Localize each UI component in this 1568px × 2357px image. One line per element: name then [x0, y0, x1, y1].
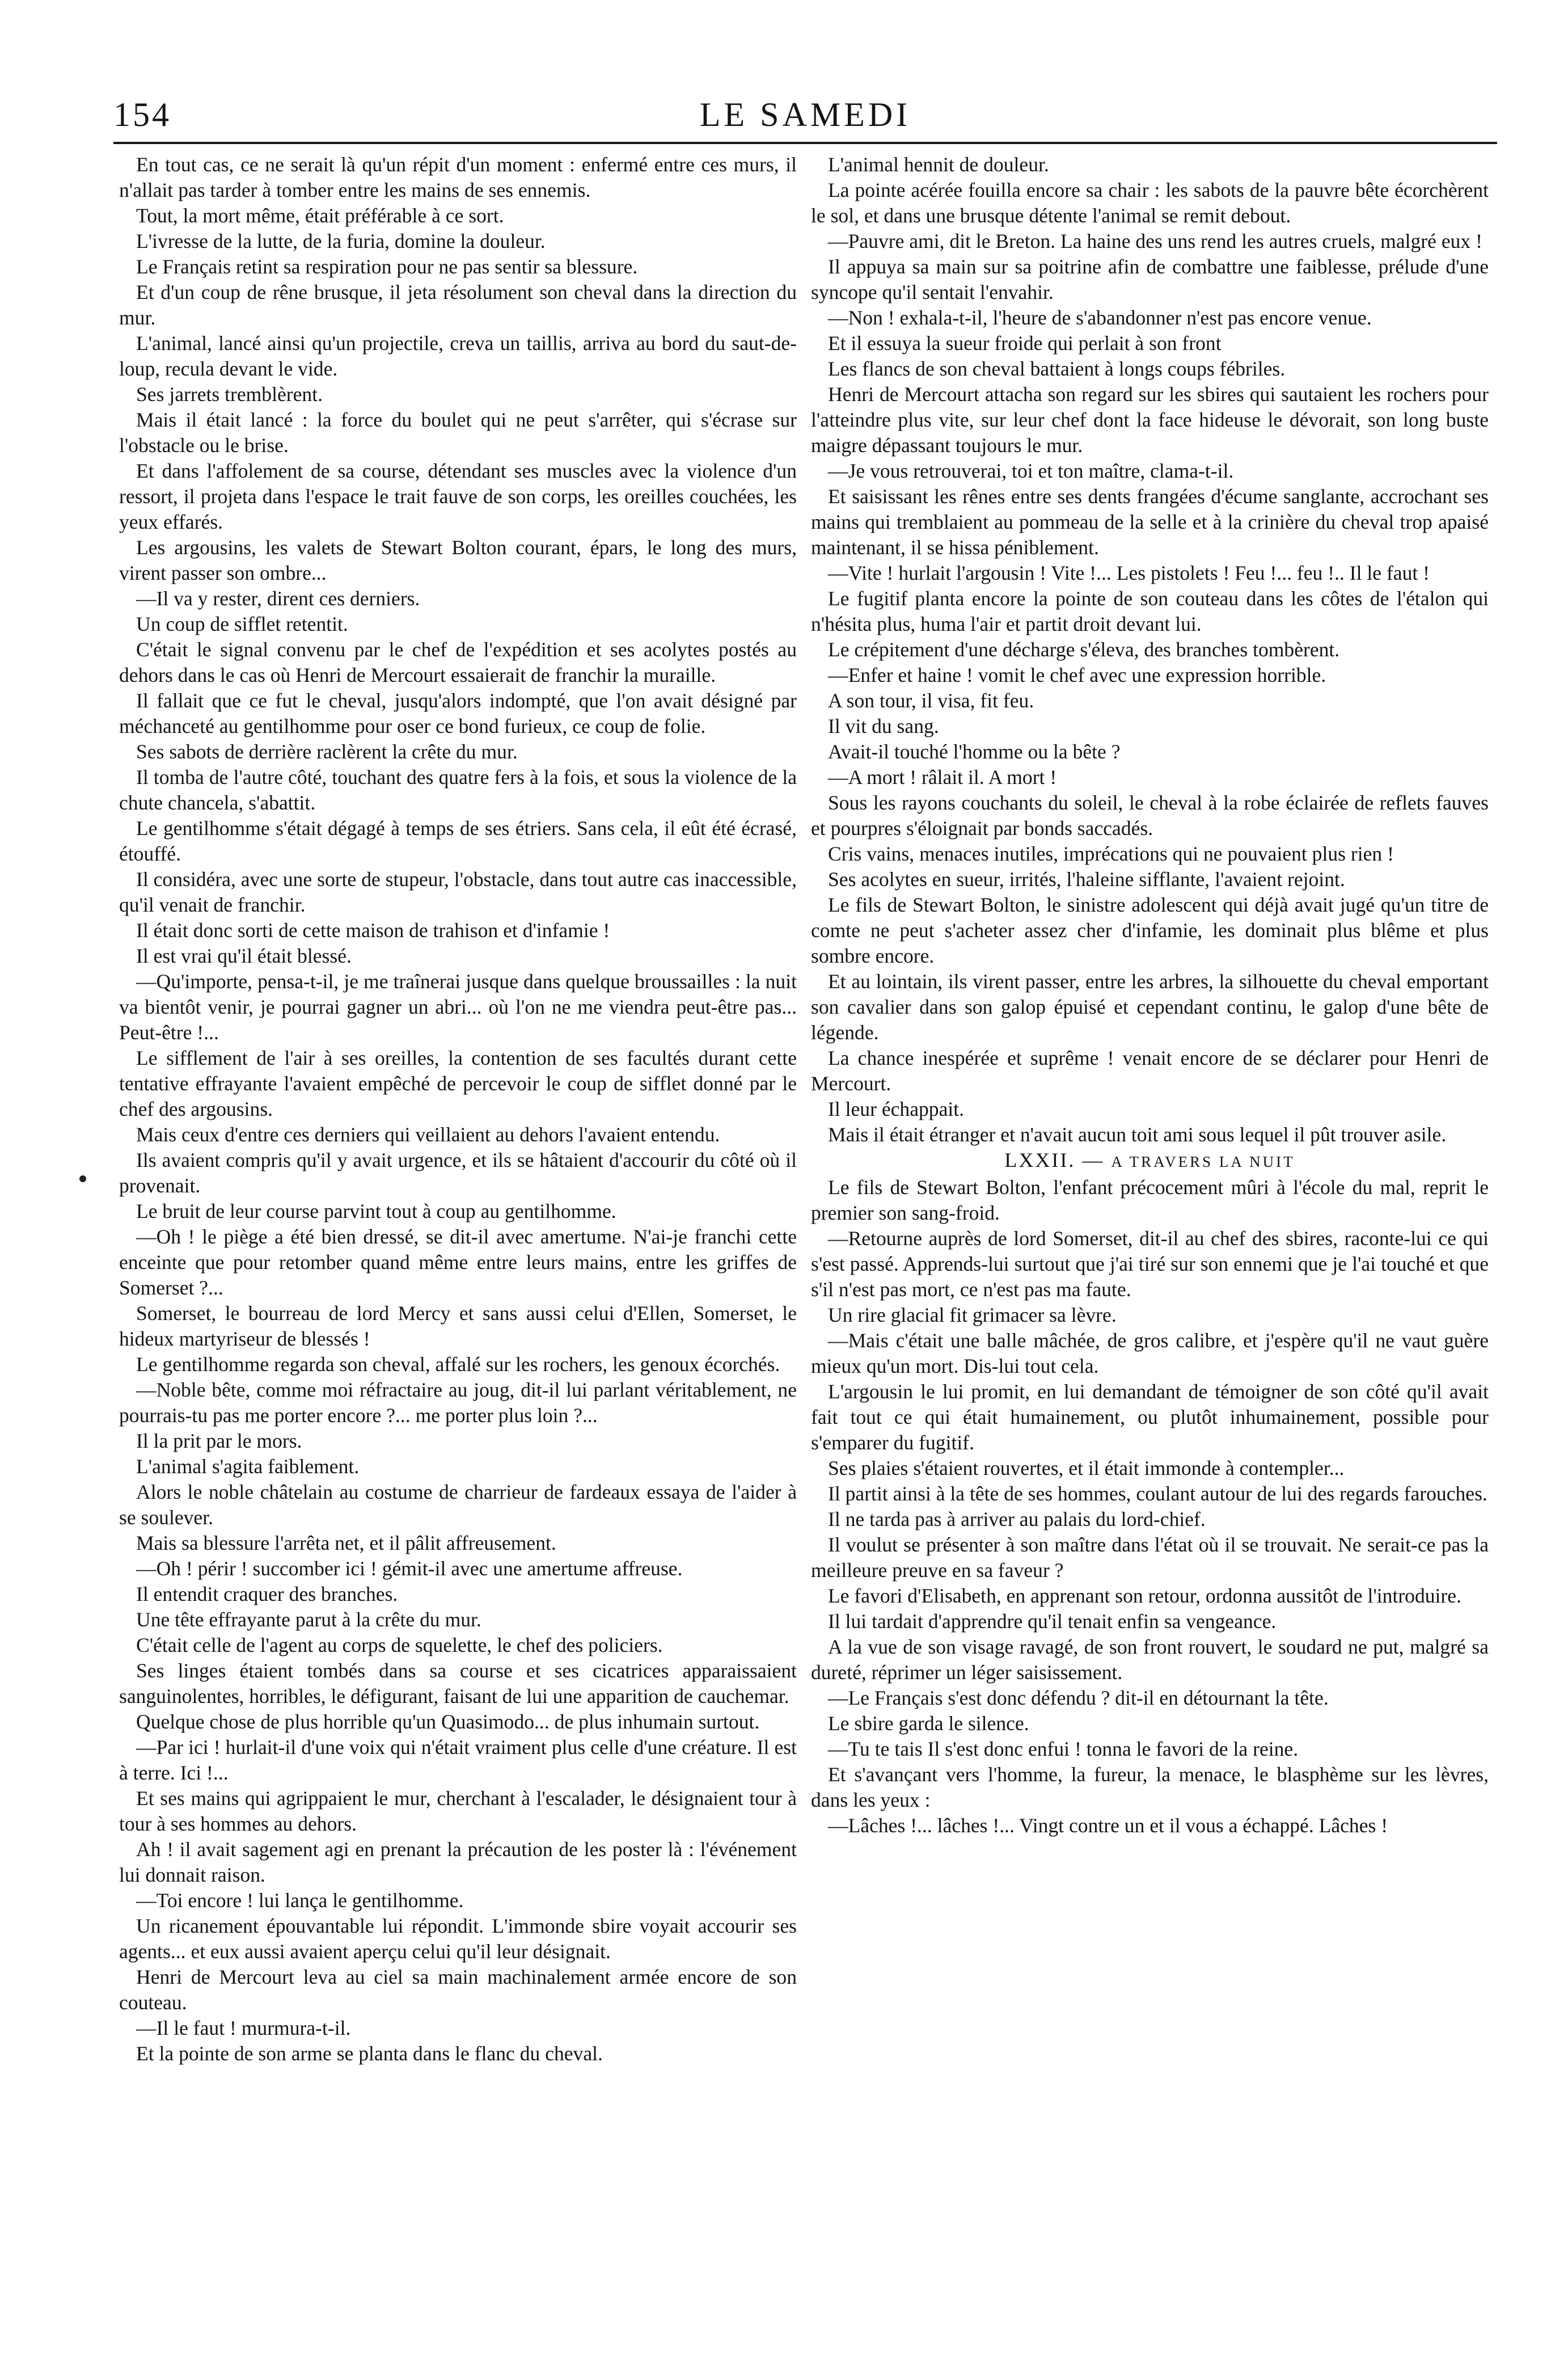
paragraph: Il considéra, avec une sorte de stupeur, l'obstacle, dans tout autre cas inaccessible, qu'il venait de franchir.	[119, 868, 797, 916]
paragraph: —Il le faut ! murmura-t-il.	[136, 2017, 351, 2039]
paragraph: Mais ceux d'entre ces derniers qui veillaient au dehors l'avaient entendu.	[136, 1123, 720, 1146]
paragraph: Il tomba de l'autre côté, touchant des quatre fers à la fois, et sous la violence de la chute chancela, s'abattit.	[119, 766, 797, 814]
page-number: 154	[113, 96, 171, 133]
paragraph: Les argousins, les valets de Stewart Bolton courant, épars, le long des murs, virent passer son ombre...	[119, 536, 797, 584]
paragraph: Et la pointe de son arme se planta dans le flanc du cheval.	[136, 2042, 603, 2065]
paragraph: Le Français retint sa respiration pour ne pas sentir sa blessure.	[136, 255, 638, 278]
paragraph: Ils avaient compris qu'il y avait urgence, et ils se hâtaient d'accourir du côté où il provenait.	[119, 1149, 797, 1197]
right-column	[811, 152, 1489, 2296]
paragraph: Somerset, le bourreau de lord Mercy et sans aussi celui d'Ellen, Somerset, le hideux martyriseur de blessés !	[119, 1302, 797, 1350]
paragraph: —Retourne auprès de lord Somerset, dit-il au chef des sbires, raconte-lui ce qui s'est passé. Apprends-lui surtout que j'ai tiré sur son ennemi que je l'ai touché et que s'il n'est pas mort, ce n'est pas ma faute.	[811, 1227, 1489, 1301]
paragraph: Le gentilhomme s'était dégagé à temps de ses étriers. Sans cela, il eût été écrasé, étouffé.	[119, 817, 797, 865]
paragraph: La chance inespérée et suprême ! venait encore de se déclarer pour Henri de Mercourt.	[811, 1047, 1489, 1095]
paragraph: Le crépitement d'une décharge s'éleva, des branches tombèrent.	[828, 638, 1340, 661]
paragraph: A la vue de son visage ravagé, de son front rouvert, le soudard ne put, malgré sa dureté, réprimer un léger saisissement.	[811, 1635, 1489, 1684]
paragraph: Le sbire garda le silence.	[828, 1712, 1029, 1735]
paragraph: Il la prit par le mors.	[136, 1430, 302, 1452]
paragraph: Et dans l'affolement de sa course, détendant ses muscles avec la violence d'un ressort, il projeta dans l'espace le trait fauve de son corps, les oreilles couchées, les yeux effarés.	[119, 459, 797, 533]
paragraph: Henri de Mercourt attacha son regard sur les sbires qui sautaient les rochers pour l'atteindre plus vite, sur leur chef dont la face hideuse le dévorait, son long buste maigre dépassant toujours le mur.	[811, 383, 1489, 457]
paragraph: —Par ici ! hurlait-il d'une voix qui n'était vraiment plus celle d'une créature. Il est à terre. Ici !...	[119, 1736, 797, 1784]
paragraph: Mais il était lancé : la force du boulet qui ne peut s'arrêter, qui s'écrase sur l'obstacle ou le brise.	[119, 408, 797, 457]
paragraph: Il voulut se présenter à son maître dans l'état où il se trouvait. Ne serait-ce pas la meilleure preuve en sa faveur ?	[811, 1533, 1489, 1582]
paragraph: Il lui tardait d'apprendre qu'il tenait enfin sa vengeance.	[828, 1610, 1277, 1633]
paragraph: Une tête effrayante parut à la crête du mur.	[136, 1608, 481, 1631]
paragraph: Il appuya sa main sur sa poitrine afin de combattre une faiblesse, prélude d'une syncope qu'il sentait l'envahir.	[811, 255, 1489, 303]
paragraph: Mais sa blessure l'arrêta net, et il pâlit affreusement.	[136, 1532, 556, 1554]
paragraph: L'argousin le lui promit, en lui demandant de témoigner de son côté qu'il avait fait tout ce qui était humainement, ou plutôt inhumainement, possible pour s'emparer du fugitif.	[811, 1380, 1489, 1454]
paragraph: Sous les rayons couchants du soleil, le cheval à la robe éclairée de reflets fauves et pourpres s'éloignait par bonds saccadés.	[811, 791, 1489, 840]
paragraph: Le bruit de leur course parvint tout à coup au gentilhomme.	[136, 1200, 616, 1222]
paragraph: Un coup de sifflet retentit.	[136, 613, 348, 635]
paragraph: Il fallait que ce fut le cheval, jusqu'alors indompté, que l'on avait désigné par méchanceté au gentilhomme pour oser ce bond furieux, ce coup de folie.	[119, 689, 797, 737]
paragraph: Henri de Mercourt leva au ciel sa main machinalement armée encore de son couteau.	[119, 1966, 797, 2014]
paragraph: —Non ! exhala-t-il, l'heure de s'abandonner n'est pas encore venue.	[828, 306, 1372, 329]
paragraph: Il leur échappait.	[828, 1098, 965, 1120]
paragraph: Il ne tarda pas à arriver au palais du lord-chief.	[828, 1508, 1206, 1530]
paragraph: L'animal s'agita faiblement.	[136, 1455, 360, 1478]
paragraph: Et ses mains qui agrippaient le mur, cherchant à l'escalader, le désignaient tour à tour à ses hommes au dehors.	[119, 1787, 797, 1835]
paragraph: —A mort ! râlait il. A mort !	[828, 766, 1057, 789]
paragraph: La pointe acérée fouilla encore sa chair : les sabots de la pauvre bête écorchèrent le sol, et dans une brusque détente l'animal se remit debout.	[811, 179, 1489, 227]
paragraph: L'animal, lancé ainsi qu'un projectile, creva un taillis, arriva au bord du saut-de-loup, recula devant le vide.	[119, 332, 797, 380]
paragraph: Ses jarrets tremblèrent.	[136, 383, 323, 406]
paragraph: Et au lointain, ils virent passer, entre les arbres, la silhouette du cheval emportant son cavalier dans son galop épuisé et cependant continu, le galop d'une bête de légende.	[811, 970, 1489, 1044]
paragraph: —Mais c'était une balle mâchée, de gros calibre, et j'espère qu'il ne vaut guère mieux qu'un mort. Dis-lui tout cela.	[811, 1329, 1489, 1377]
paragraph: C'était le signal convenu par le chef de l'expédition et ses acolytes postés au dehors dans le cas où Henri de Mercourt essaierait de franchir la muraille.	[119, 638, 797, 686]
page-header	[113, 91, 1497, 144]
paragraph: —Oh ! périr ! succomber ici ! gémit-il avec une amertume affreuse.	[136, 1557, 683, 1580]
paragraph: —Le Français s'est donc défendu ? dit-il en détournant la tête.	[828, 1686, 1329, 1709]
paragraph: Le fils de Stewart Bolton, le sinistre adolescent qui déjà avait jugé qu'un titre de comte ne peut s'acheter assez cher d'infamie, les dominait plus blême et plus sombre encore.	[811, 893, 1489, 967]
paragraph: Et d'un coup de rêne brusque, il jeta résolument son cheval dans la direction du mur.	[119, 281, 797, 329]
right-column-top	[811, 152, 1489, 1148]
paragraph: Il était donc sorti de cette maison de trahison et d'infamie !	[136, 919, 610, 942]
paragraph: —Toi encore ! lui lança le gentilhomme.	[136, 1889, 464, 1912]
paragraph: Le sifflement de l'air à ses oreilles, la contention de ses facultés durant cette tentative effrayante l'avaient empêché de percevoir le coup de sifflet donné par le chef des argousins.	[119, 1047, 797, 1120]
paragraph: —Vite ! hurlait l'argousin ! Vite !... Les pistolets ! Feu !... feu !.. Il le faut !	[828, 562, 1430, 584]
paragraph: Cris vains, menaces inutiles, imprécations qui ne pouvaient plus rien !	[828, 842, 1394, 865]
paragraph: —Oh ! le piège a été bien dressé, se dit-il avec amertume. N'ai-je franchi cette enceinte que pour retomber quand même entre leurs mains, entre les griffes de Somerset ?...	[119, 1225, 797, 1299]
paragraph: L'ivresse de la lutte, de la furia, domine la douleur.	[136, 230, 546, 252]
paragraph: —Enfer et haine ! vomit le chef avec une expression horrible.	[828, 664, 1326, 686]
paragraph: —Je vous retrouverai, toi et ton maître, clama-t-il.	[828, 459, 1234, 482]
paragraph: Le gentilhomme regarda son cheval, affalé sur les rochers, les genoux écorchés.	[136, 1353, 780, 1376]
paragraph: Les flancs de son cheval battaient à longs coups fébriles.	[828, 357, 1286, 380]
paragraph: En tout cas, ce ne serait là qu'un répit d'un moment : enfermé entre ces murs, il n'allait pas tarder à tomber entre les mains de ses ennemis.	[119, 153, 797, 201]
paragraph: Le fils de Stewart Bolton, l'enfant précocement mûri à l'école du mal, reprit le premier son sang-froid.	[811, 1176, 1489, 1224]
paragraph: Un ricanement épouvantable lui répondit. L'immonde sbire voyait accourir ses agents... et eux aussi avaient aperçu celui qu'il leur désignait.	[119, 1915, 797, 1963]
paragraph: Ses sabots de derrière raclèrent la crête du mur.	[136, 740, 518, 763]
paragraph: Le fugitif planta encore la pointe de son couteau dans les côtes de l'étalon qui n'hésita plus, huma l'air et partit droit devant lui.	[811, 587, 1489, 635]
paragraph: Tout, la mort même, était préférable à ce sort.	[136, 204, 504, 227]
paragraph: Avait-il touché l'homme ou la bête ?	[828, 740, 1121, 763]
margin-mark	[79, 1175, 86, 1182]
paragraph: Et il essuya la sueur froide qui perlait à son front	[828, 332, 1222, 355]
paragraph: Alors le noble châtelain au costume de charrieur de fardeaux essaya de l'aider à se soulever.	[119, 1481, 797, 1529]
paragraph: L'animal hennit de douleur.	[828, 153, 1049, 176]
chapter-title: A TRAVERS LA NUIT	[1111, 1153, 1295, 1170]
paragraph: —Tu te tais Il s'est donc enfui ! tonna le favori de la reine.	[828, 1738, 1299, 1760]
journal-title: LE SAMEDI	[699, 96, 911, 133]
paragraph: Ses acolytes en sueur, irrités, l'haleine sifflante, l'avaient rejoint.	[828, 868, 1345, 891]
paragraph: Ses plaies s'étaient rouvertes, et il était immonde à contempler...	[828, 1457, 1345, 1479]
paragraph: —Qu'importe, pensa-t-il, je me traînerai jusque dans quelque broussailles : la nuit va bientôt venir, je pourrai gagner un abri... où l'on ne me viendra peut-être pas... Peut-être !...	[119, 970, 797, 1044]
paragraph: C'était celle de l'agent au corps de squelette, le chef des policiers.	[136, 1634, 663, 1656]
paragraph: Le favori d'Elisabeth, en apprenant son retour, ordonna aussitôt de l'introduire.	[828, 1584, 1461, 1607]
left-column	[119, 152, 797, 2296]
chapter-number: LXXII. —	[1004, 1149, 1105, 1171]
paragraph: Ses linges étaient tombés dans sa course et ses cicatrices apparaissaient sanguinolentes, horribles, le défigurant, faisant de lui une apparition de cauchemar.	[119, 1659, 797, 1707]
right-column-bottom	[811, 1175, 1489, 1839]
chapter-heading	[811, 1148, 1489, 1175]
paragraph: —Noble bête, comme moi réfractaire au joug, dit-il lui parlant véritablement, ne pourrais-tu pas me porter encore ?... me porter plus loin ?...	[119, 1378, 797, 1427]
paragraph: Il est vrai qu'il était blessé.	[136, 945, 352, 967]
paragraph: Quelque chose de plus horrible qu'un Quasimodo... de plus inhumain surtout.	[136, 1710, 760, 1733]
paragraph: Il vit du sang.	[828, 715, 939, 737]
paragraph: Et s'avançant vers l'homme, la fureur, la menace, le blasphème sur les lèvres, dans les yeux :	[811, 1763, 1489, 1811]
paragraph: Mais il était étranger et n'avait aucun toit ami sous lequel il pût trouver asile.	[828, 1123, 1447, 1146]
paragraph: Il partit ainsi à la tête de ses hommes, coulant autour de lui des regards farouches.	[828, 1482, 1487, 1505]
paragraph: —Il va y rester, dirent ces derniers.	[136, 587, 420, 610]
paragraph: —Pauvre ami, dit le Breton. La haine des uns rend les autres cruels, malgré eux !	[828, 230, 1482, 252]
paragraph: Un rire glacial fit grimacer sa lèvre.	[828, 1304, 1117, 1326]
paragraph: Ah ! il avait sagement agi en prenant la précaution de les poster là : l'événement lui donnait raison.	[119, 1838, 797, 1886]
paragraph: Et saisissant les rênes entre ses dents frangées d'écume sanglante, accrochant ses mains qui tremblaient au pommeau de la selle et à la crinière du cheval trop apaisé maintenant, il se hissa péniblement.	[811, 485, 1489, 559]
paragraph: —Lâches !... lâches !... Vingt contre un et il vous a échappé. Lâches !	[828, 1814, 1388, 1837]
paragraph: Il entendit craquer des branches.	[136, 1583, 398, 1605]
paragraph: A son tour, il visa, fit feu.	[828, 689, 1034, 712]
